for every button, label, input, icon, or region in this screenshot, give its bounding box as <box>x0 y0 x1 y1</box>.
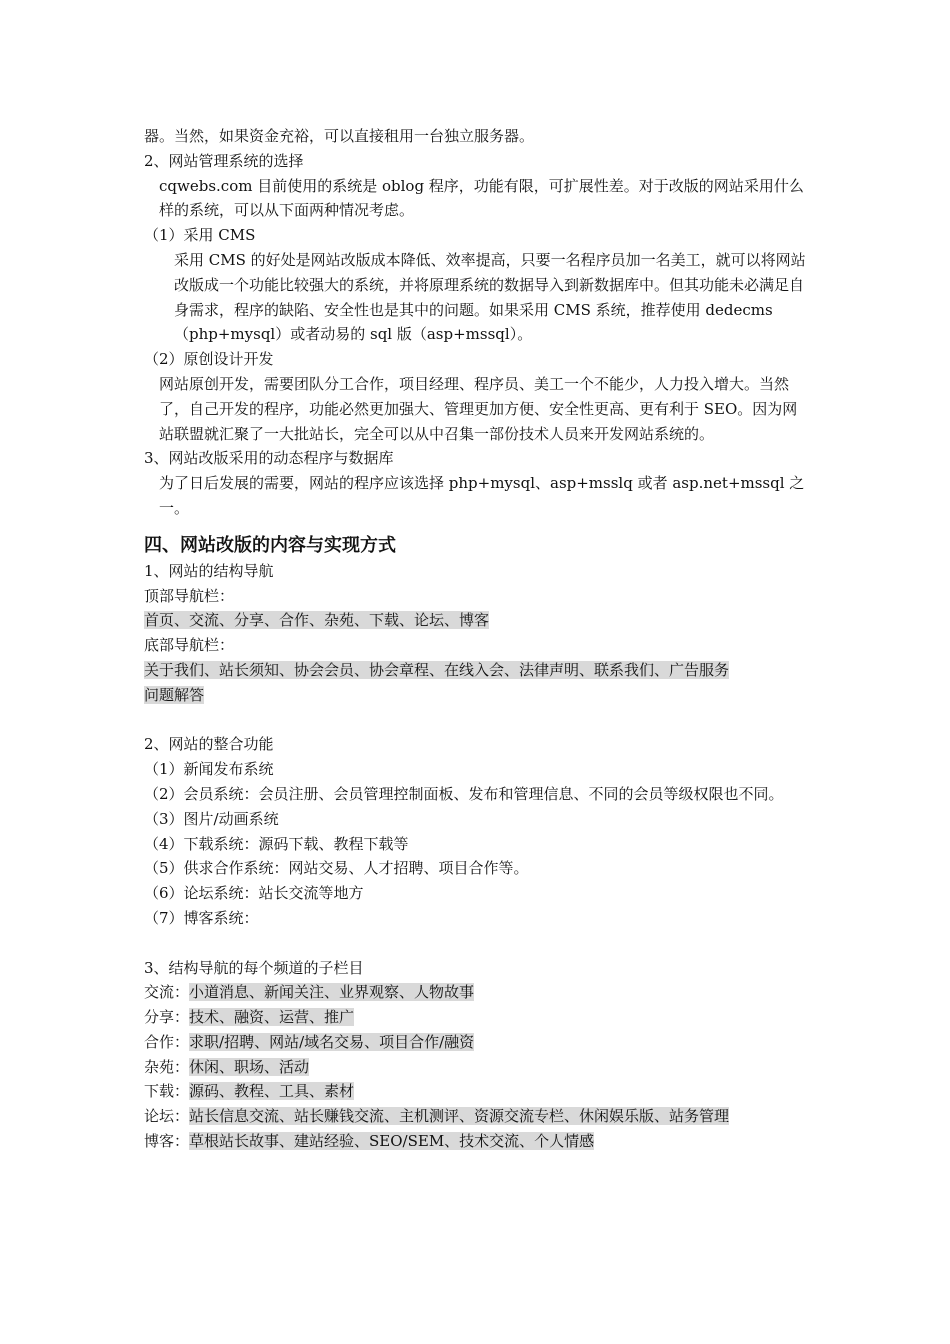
channel-subitems: 小道消息、新闻关注、业界观察、人物故事 <box>189 983 475 1002</box>
feature-item: （2）会员系统：会员注册、会员管理控制面板、发布和管理信息、不同的会员等级权限也不同。 <box>144 784 784 803</box>
channel-row <box>144 1079 808 1104</box>
channels-title: 3、结构导航的每个频道的子栏目 <box>144 958 364 977</box>
feature-item: （1）新闻发布系统 <box>144 760 274 779</box>
option-1-paragraph: 采用 CMS 的好处是网站改版成本降低、效率提高，只要一名程序员加一名美工，就可以将网站改版成一个功能比较强大的系统，并将原理系统的数据导入到新数据库中。但其功能未必满足自身需求，程序的缺陷、安全性也是其中的问题。如果采用 CMS 系统，推荐使用 dedecms（php+mysql）或者动易的 sql 版（asp+mssql）。 <box>174 250 806 344</box>
feature-item: （4）下载系统：源码下载、教程下载等 <box>144 834 409 853</box>
nav-title: 1、网站的结构导航 <box>144 561 274 580</box>
feature-item: （7）博客系统： <box>144 908 259 927</box>
option-2-paragraph: 网站原创开发，需要团队分工合作，项目经理、程序员、美工一个不能少，人力投入增大。当然了，自己开发的程序，功能必然更加强大、管理更加方便、安全性更高、更有利于 SEO。因为网站联盟就汇聚了一大批站长，完全可以从中召集一部份技术人员来开发网站系统的。 <box>159 374 798 443</box>
channel-row <box>144 1055 808 1080</box>
channel-label: 合作： <box>144 1032 190 1051</box>
channel-subitems: 求职/招聘、网站/域名交易、项目合作/融资 <box>189 1032 475 1051</box>
section-3-title: 3、网站改版采用的动态程序与数据库 <box>144 449 394 468</box>
part-4-heading: 四、网站改版的内容与实现方式 <box>144 534 396 556</box>
feature-item: （6）论坛系统：站长交流等地方 <box>144 884 364 903</box>
section-2-paragraph: cqwebs.com 目前使用的系统是 oblog 程序，功能有限，可扩展性差。对于改版的网站采用什么样的系统，可以从下面两种情况考虑。 <box>159 176 804 220</box>
channel-label: 杂苑： <box>144 1057 190 1076</box>
section-2-title: 2、网站管理系统的选择 <box>144 151 304 170</box>
channel-label: 博客： <box>144 1132 190 1151</box>
channel-label: 分享： <box>144 1008 190 1027</box>
channel-subitems: 技术、融资、运营、推广 <box>189 1008 355 1027</box>
channel-subitems: 草根站长故事、建站经验、SEO/SEM、技术交流、个人情感 <box>189 1132 595 1151</box>
features-title: 2、网站的整合功能 <box>144 735 274 754</box>
option-1-title: （1）采用 CMS <box>144 226 256 245</box>
top-nav-items: 首页、交流、分享、合作、杂苑、下载、论坛、博客 <box>144 611 490 630</box>
channel-label: 交流： <box>144 983 190 1002</box>
channel-subitems: 站长信息交流、站长赚钱交流、主机测评、资源交流专栏、休闲娱乐版、站务管理 <box>189 1107 730 1126</box>
section-3-paragraph: 为了日后发展的需要，网站的程序应该选择 php+mysql、asp+msslq 或者 asp.net+mssql 之一。 <box>159 474 805 517</box>
channel-subitems: 休闲、职场、活动 <box>189 1057 310 1076</box>
channel-label: 论坛： <box>144 1107 190 1126</box>
channel-subitems: 源码、教程、工具、素材 <box>189 1082 355 1101</box>
feature-item: （5）供求合作系统：网站交易、人才招聘、项目合作等。 <box>144 859 529 878</box>
channel-row <box>144 1030 808 1055</box>
option-2-title: （2）原创设计开发 <box>144 350 274 369</box>
bottom-nav-items-line-2: 问题解答 <box>144 685 205 704</box>
top-nav-label: 顶部导航栏： <box>144 586 235 605</box>
channel-row <box>144 980 808 1005</box>
spacer <box>144 931 808 956</box>
feature-item: （3）图片/动画系统 <box>144 809 279 828</box>
channel-row <box>144 1129 808 1154</box>
document-body <box>144 124 808 1154</box>
spacer <box>144 708 808 733</box>
channel-row <box>144 1104 808 1129</box>
channel-row <box>144 1005 808 1030</box>
bottom-nav-label: 底部导航栏： <box>144 636 235 655</box>
bottom-nav-items-line-1: 关于我们、站长须知、协会会员、协会章程、在线入会、法律声明、联系我们、广告服务 <box>144 660 730 679</box>
channel-label: 下载： <box>144 1082 190 1101</box>
intro-tail: 器。当然，如果资金充裕，可以直接租用一台独立服务器。 <box>144 127 535 145</box>
